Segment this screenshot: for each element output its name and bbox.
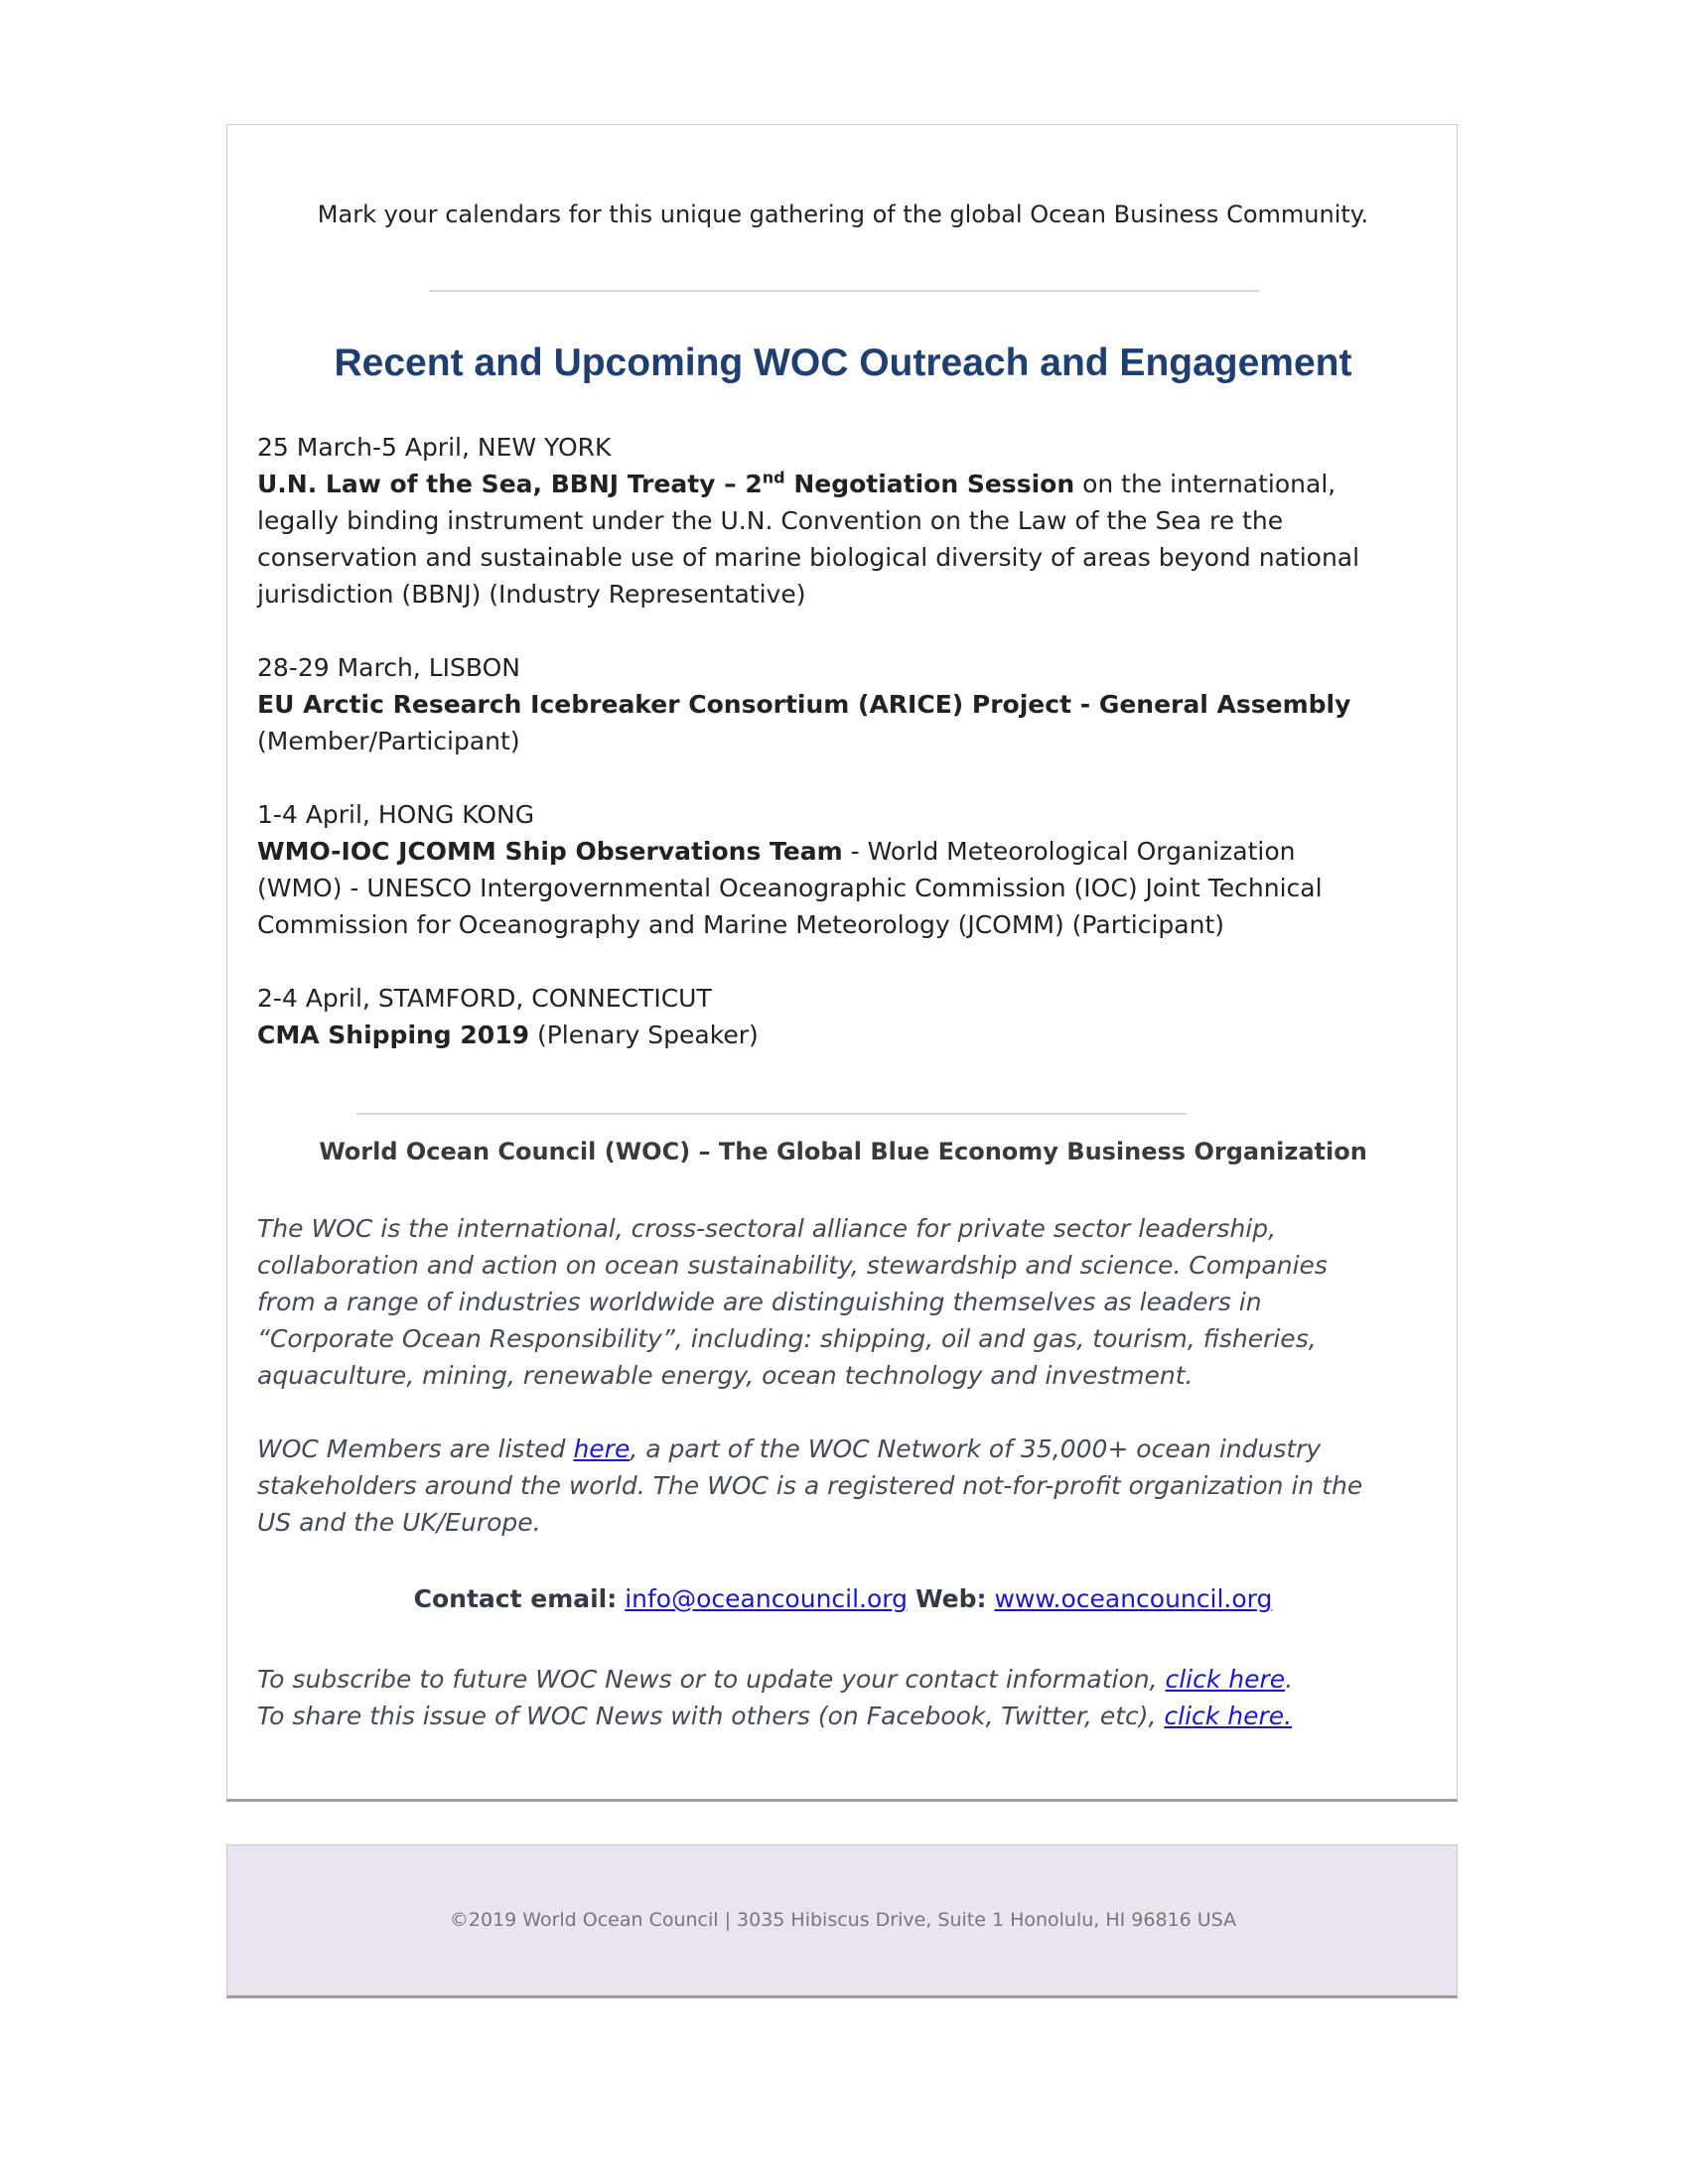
event-description: (Plenary Speaker) (529, 1021, 759, 1049)
event-description: - World Meteorological Organization (WMO) - UNESCO Intergovernmental Oceanographic Commission (IOC) Joint Technical Commission for Oceanography and Marine Meteorology (JCOMM) (Participant) (257, 837, 1323, 939)
event-item (257, 649, 1369, 759)
events-list (257, 429, 1369, 1090)
contact-email-label: Contact email: (413, 1584, 618, 1613)
event-title: U.N. Law of the Sea, BBNJ Treaty – 2nd Negotiation Session (257, 468, 1075, 498)
subscribe-line: To subscribe to future WOC News or to update your contact information, click here. (257, 1665, 1294, 1694)
intro-text: Mark your calendars for this unique gathering of the global Ocean Business Community. (317, 201, 1369, 228)
event-date: 25 March-5 April, NEW YORK (257, 433, 612, 462)
share-line: To share this issue of WOC News with others (on Facebook, Twitter, etc), click here. (257, 1702, 1293, 1730)
event-title: CMA Shipping 2019 (257, 1021, 529, 1049)
event-item (257, 980, 1369, 1053)
event-item (257, 429, 1369, 613)
about-paragraph: The WOC is the international, cross-sectoral alliance for private sector leadership, collaboration and action on ocean sustainability, stewardship and science. Companies from a range of industries worldwide are distinguishing themselves as leaders in “Corporate Ocean Responsibility”, including: shipping, oil and gas, tourism, fisheries, aquaculture, mining, renewable energy, ocean technology and investment. (257, 1214, 1328, 1390)
event-description: on the international, legally binding instrument under the U.N. Convention on the Law of the Sea re the conservation and sustainable use of marine biological diversity of areas beyond national jurisdiction (BBNJ) (Industry Representative) (257, 470, 1360, 609)
event-title: EU Arctic Research Icebreaker Consortium (ARICE) Project - General Assembly (257, 690, 1351, 719)
newsletter-card (226, 124, 1458, 1802)
event-date: 28-29 March, LISBON (257, 653, 520, 682)
event-title: WMO-IOC JCOMM Ship Observations Team (257, 837, 843, 866)
event-description: (Member/Participant) (257, 727, 520, 755)
subscribe-section (257, 1661, 1379, 1734)
website-link[interactable]: www.oceancouncil.org (994, 1584, 1273, 1613)
event-item (257, 796, 1369, 943)
divider (429, 290, 1259, 292)
divider (356, 1113, 1187, 1115)
event-date: 2-4 April, STAMFORD, CONNECTICUT (257, 984, 712, 1013)
event-date: 1-4 April, HONG KONG (257, 800, 535, 829)
contact-email-link[interactable]: info@oceancouncil.org (625, 1584, 909, 1613)
subscribe-link[interactable]: click here (1165, 1665, 1286, 1694)
members-paragraph: WOC Members are listed here, a part of the WOC Network of 35,000+ ocean industry stakeholders around the world. The WOC is a registered not-for-profit organization in the US and the UK/Europe. (257, 1434, 1363, 1537)
about-section (257, 1210, 1379, 1577)
contact-line (227, 1584, 1459, 1613)
section-heading: Recent and Upcoming WOC Outreach and Engagement (334, 341, 1352, 384)
share-link[interactable]: click here. (1164, 1702, 1293, 1730)
web-label: Web: (914, 1584, 987, 1613)
footer-text: ©2019 World Ocean Council | 3035 Hibiscus Drive, Suite 1 Honolulu, HI 96816 USA (449, 1909, 1237, 1931)
footer (226, 1844, 1458, 1998)
about-title: World Ocean Council (WOC) – The Global Blue Economy Business Organization (319, 1138, 1367, 1165)
members-link[interactable]: here (573, 1434, 631, 1463)
